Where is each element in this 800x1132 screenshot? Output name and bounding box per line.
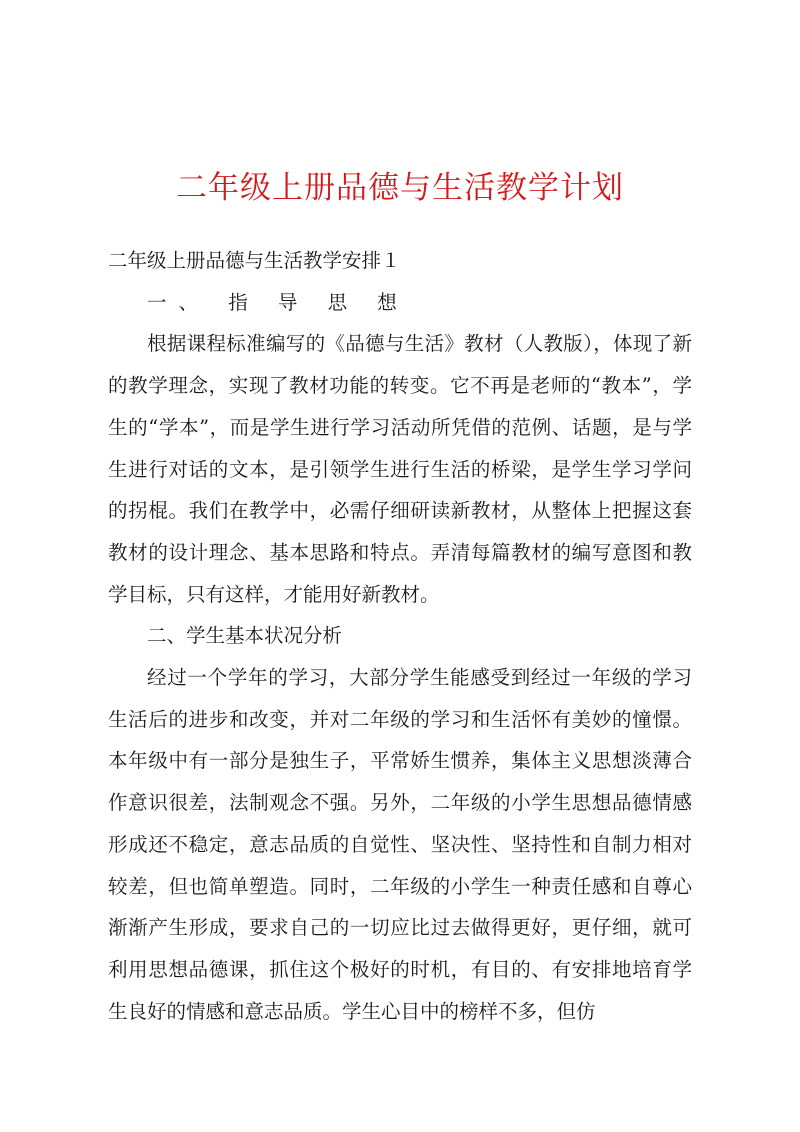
section-paragraph: 根据课程标准编写的《品德与生活》教材（人教版），体现了新的教学理念，实现了教材功能的转变。它不再是老师的“教本”，学生的“学本”，而是学生进行学习活动所凭借的范例、话题，是与学生进行对话的文本，是引领学生进行生活的桥梁，是学生学习学问的拐棍。我们在教学中，必需仔细研读新教材，从整体上把握这套教材的设计理念、基本思路和特点。弄清每篇教材的编写意图和教学目标，只有这样，才能用好新教材。 (108, 332, 692, 606)
section-heading: 一、 指 导 思 想 (147, 290, 409, 314)
section-heading: 二、学生基本状况分析 (147, 624, 343, 648)
document-title: 二年级上册品德与生活教学计划 (176, 170, 624, 206)
document-subtitle: 二年级上册品德与生活教学安排１ (108, 249, 401, 272)
document-body (108, 240, 692, 1032)
section-paragraph: 经过一个学年的学习，大部分学生能感受到经过一年级的学习生活后的进步和改变，并对二年级的学习和生活怀有美妙的憧憬。本年级中有一部分是独生子，平常娇生惯养，集体主义思想淡薄合作意识很差，法制观念不强。另外，二年级的小学生思想品德情感形成还不稳定，意志品质的自觉性、坚决性、坚持性和自制力相对较差，但也简单塑造。同时，二年级的小学生一种责任感和自尊心渐渐产生形成，要求自己的一切应比过去做得更好，更仔细，就可利用思想品德课，抓住这个极好的时机，有目的、有安排地培育学生良好的情感和意志品质。学生心目中的榜样不多，但仿 (108, 666, 692, 1023)
